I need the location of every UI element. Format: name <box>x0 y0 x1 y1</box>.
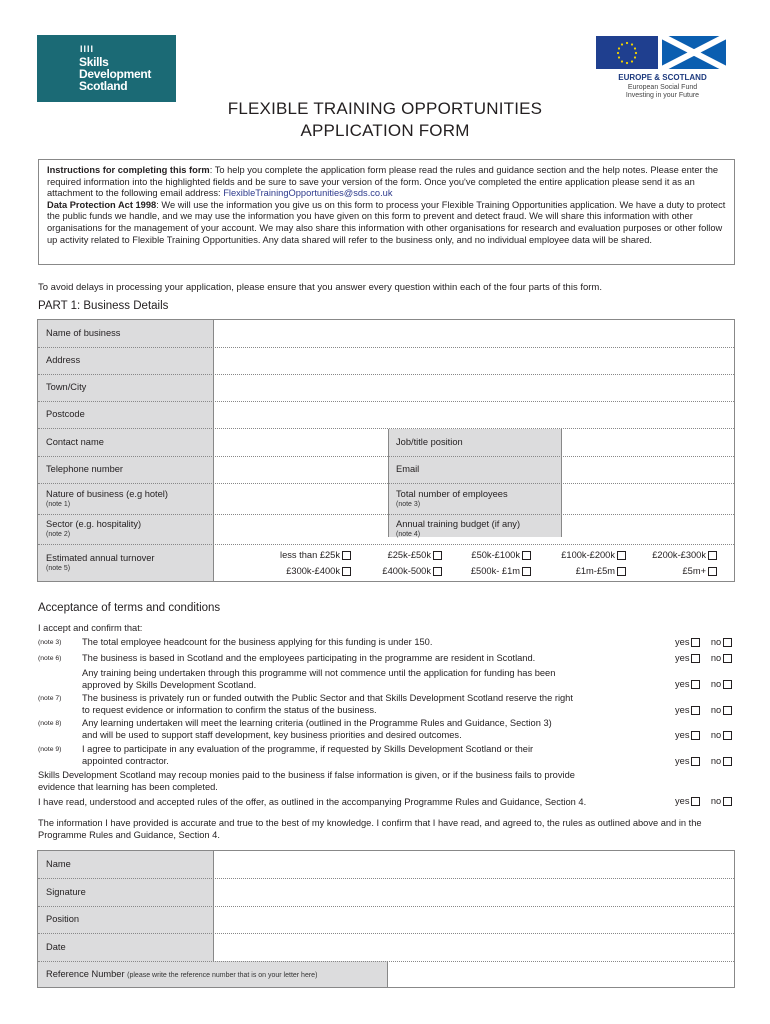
recoup-text: Skills Development Scotland may recoup monies paid to the business if false information is given, or if the business fails to provide <box>38 770 575 780</box>
no-checkbox[interactable] <box>723 654 732 663</box>
part1-heading: PART 1: Business Details <box>38 300 169 312</box>
scotland-flag-icon <box>662 36 726 69</box>
checkbox[interactable] <box>433 551 442 560</box>
employees-label: Total number of employees <box>396 489 508 499</box>
yes-no-choice[interactable]: yes no <box>675 756 732 766</box>
yes-checkbox[interactable] <box>691 638 700 647</box>
yes-checkbox[interactable] <box>691 757 700 766</box>
form-title-line1: FLEXIBLE TRAINING OPPORTUNITIES <box>227 99 543 118</box>
business-details-table <box>37 319 735 582</box>
name-of-business-label: Name of business <box>46 328 121 338</box>
budget-field[interactable] <box>562 515 734 544</box>
yes-no-choice[interactable]: yes no <box>675 653 732 663</box>
item-note: (note 9) <box>38 746 62 753</box>
checkbox[interactable] <box>342 551 351 560</box>
item-text-2: and will be used to support staff development, key business priorities and desired outcomes. <box>82 730 462 740</box>
reference-field[interactable] <box>388 962 734 987</box>
sector-note: (note 2) <box>46 531 71 538</box>
telephone-label: Telephone number <box>46 464 124 474</box>
reference-note: (please write the reference number that is on your letter here) <box>127 972 318 979</box>
name-of-business-field[interactable] <box>214 320 734 347</box>
checkbox[interactable] <box>433 567 442 576</box>
no-checkbox[interactable] <box>723 731 732 740</box>
checkbox[interactable] <box>708 567 717 576</box>
turnover-option[interactable]: £400k-500k <box>382 566 442 576</box>
yes-no-choice[interactable]: yes no <box>675 679 732 689</box>
budget-label: Annual training budget (if any) <box>396 519 521 529</box>
address-label: Address <box>46 355 81 365</box>
checkbox[interactable] <box>708 551 717 560</box>
contact-name-field[interactable] <box>214 429 388 456</box>
reference-label: Reference Number (please write the reference number that is on your letter here) <box>46 969 318 979</box>
data-protection-text: : We will use the information you give us on this form to process your Flexible Training Opportunities application. We have a duty to protect the public funds we handle, and we may use the information you have given on this form to prevent and detect fraud. We will share this information with other organisations for the management of your account. We may also share this information with other organisations for research and evaluation purposes or other follow up activity related to Flexible Training Opportunities. Any data shared will refer to the business only, and no individual employee data will be shared. <box>47 199 726 245</box>
form-title-line2: APPLICATION FORM <box>300 121 470 140</box>
turnover-option[interactable]: £50k-£100k <box>471 550 531 560</box>
acceptance-heading: Acceptance of terms and conditions <box>38 602 221 614</box>
yes-no-choice[interactable]: yes no <box>675 637 732 647</box>
turnover-option[interactable]: £5m+ <box>682 566 717 576</box>
sector-label: Sector (e.g. hospitality) <box>46 519 142 529</box>
address-field[interactable] <box>214 348 734 374</box>
item-text: I agree to participate in any evaluation of the programme, if requested by Skills Development Scotland or their <box>82 744 534 754</box>
item-note: (note 8) <box>38 720 62 727</box>
declaration-text-2: Programme Rules and Guidance, Section 4. <box>38 830 220 840</box>
avoid-delays-note: To avoid delays in processing your application, please ensure that you answer every question within each of the four parts of this form. <box>38 282 602 293</box>
sds-logo <box>37 35 176 102</box>
eu-sub2: Investing in your Future <box>625 92 700 99</box>
item-text: The business is privately run or funded outwith the Public Sector and that Skills Development Scotland reserve the right <box>82 693 573 703</box>
data-protection-heading: Data Protection Act 1998 <box>47 199 157 210</box>
declaration-text: The information I have provided is accurate and true to the best of my knowledge. I confirm that I have read, and agreed to, the rules as outlined above and in the <box>38 818 702 828</box>
employees-note: (note 3) <box>396 501 421 508</box>
postcode-field[interactable] <box>214 402 734 428</box>
checkbox[interactable] <box>522 551 531 560</box>
yes-no-choice[interactable]: yes no <box>675 705 732 715</box>
town-label: Town/City <box>46 382 87 392</box>
eu-sub1: European Social Fund <box>627 84 698 91</box>
signoff-name-label: Name <box>46 859 71 869</box>
logo-bars: IIII <box>80 44 95 54</box>
signoff-table <box>37 850 735 988</box>
eu-flag-icon <box>596 36 658 69</box>
no-checkbox[interactable] <box>723 680 732 689</box>
signoff-name-field[interactable] <box>214 851 734 878</box>
job-title-field[interactable] <box>562 429 734 456</box>
item-text: The business is based in Scotland and the employees participating in the programme are resident in Scotland. <box>82 653 536 663</box>
logo-line2: Development <box>79 67 152 81</box>
yes-no-choice[interactable]: yes no <box>675 730 732 740</box>
no-checkbox[interactable] <box>723 638 732 647</box>
item-text: Any learning undertaken will meet the learning criteria (outlined in the Programme Rules and Guidance, Section 3) <box>82 718 552 728</box>
read-understood-text: I have read, understood and accepted rules of the offer, as outlined in the accompanying Programme Rules and Guidance, Section 4. <box>38 797 587 807</box>
turnover-option[interactable]: £25k-£50k <box>388 550 442 560</box>
nature-field[interactable] <box>214 484 388 514</box>
item-text-2: appointed contractor. <box>82 756 169 766</box>
checkbox[interactable] <box>522 567 531 576</box>
signature-field[interactable] <box>214 879 734 906</box>
yes-checkbox[interactable] <box>691 797 700 806</box>
sector-field[interactable] <box>214 515 388 544</box>
turnover-label: Estimated annual turnover <box>46 553 155 563</box>
no-checkbox[interactable] <box>723 706 732 715</box>
turnover-option[interactable]: £500k- £1m <box>471 566 531 576</box>
item-note: (note 7) <box>38 695 62 702</box>
instructions-box <box>38 159 735 265</box>
instructions-email[interactable]: FlexibleTrainingOpportunities@sds.co.uk <box>223 188 393 199</box>
turnover-option[interactable]: £200k-£300k <box>652 550 717 560</box>
nature-label: Nature of business (e.g hotel) <box>46 489 168 499</box>
position-label: Position <box>46 914 80 924</box>
position-field[interactable] <box>214 907 734 933</box>
checkbox[interactable] <box>617 567 626 576</box>
postcode-label: Postcode <box>46 409 85 419</box>
checkbox[interactable] <box>342 567 351 576</box>
town-field[interactable] <box>214 375 734 401</box>
yes-checkbox[interactable] <box>691 731 700 740</box>
item-text-2: to request evidence or information to confirm the status of the business. <box>82 705 377 715</box>
turnover-option[interactable]: £1m-£5m <box>576 566 626 576</box>
signature-label: Signature <box>46 887 86 897</box>
instructions-heading: Instructions for completing this form <box>47 165 210 175</box>
item-text: The total employee headcount for the business applying for this funding is under 150. <box>82 637 433 647</box>
yes-checkbox[interactable] <box>691 680 700 689</box>
yes-checkbox[interactable] <box>691 706 700 715</box>
yes-checkbox[interactable] <box>691 654 700 663</box>
logo-line1: Skills <box>79 55 109 69</box>
acceptance-intro: I accept and confirm that: <box>38 623 143 633</box>
email-field[interactable] <box>562 457 734 483</box>
item-text-2: approved by Skills Development Scotland. <box>82 680 257 690</box>
turnover-option[interactable]: £300k-£400k <box>286 566 351 576</box>
checkbox[interactable] <box>617 551 626 560</box>
contact-name-label: Contact name <box>46 437 104 447</box>
logo-line3: Scotland <box>79 79 128 93</box>
turnover-note: (note 5) <box>46 565 71 572</box>
date-label: Date <box>46 942 66 952</box>
turnover-option[interactable]: £100k-£200k <box>561 550 626 560</box>
email-label: Email <box>396 464 420 474</box>
date-field[interactable] <box>214 934 734 961</box>
turnover-option[interactable]: less than £25k <box>280 550 351 560</box>
nature-note: (note 1) <box>46 501 71 508</box>
item-text: Any training being undertaken through this programme will not commence until the application for funding has been <box>82 668 556 678</box>
item-note: (note 3) <box>38 639 62 646</box>
item-note: (note 6) <box>38 655 62 662</box>
no-checkbox[interactable] <box>723 757 732 766</box>
eu-title: EUROPE & SCOTLAND <box>618 73 707 82</box>
recoup-text-2: evidence that learning has been completed. <box>38 782 218 792</box>
job-title-label: Job/title position <box>396 437 463 447</box>
instructions-text: : To help you complete the application form please read the rules and guidance section and the help notes. Please enter the required information into the highlighted fields and be sure to save your version of the form. Once you've completed the entire application please send it as an attachment to the following email address: <box>47 165 719 199</box>
employees-field[interactable] <box>562 484 734 514</box>
telephone-field[interactable] <box>214 457 388 483</box>
yes-no-choice[interactable]: yes no <box>675 796 732 806</box>
no-checkbox[interactable] <box>723 797 732 806</box>
budget-note: (note 4) <box>396 531 421 538</box>
